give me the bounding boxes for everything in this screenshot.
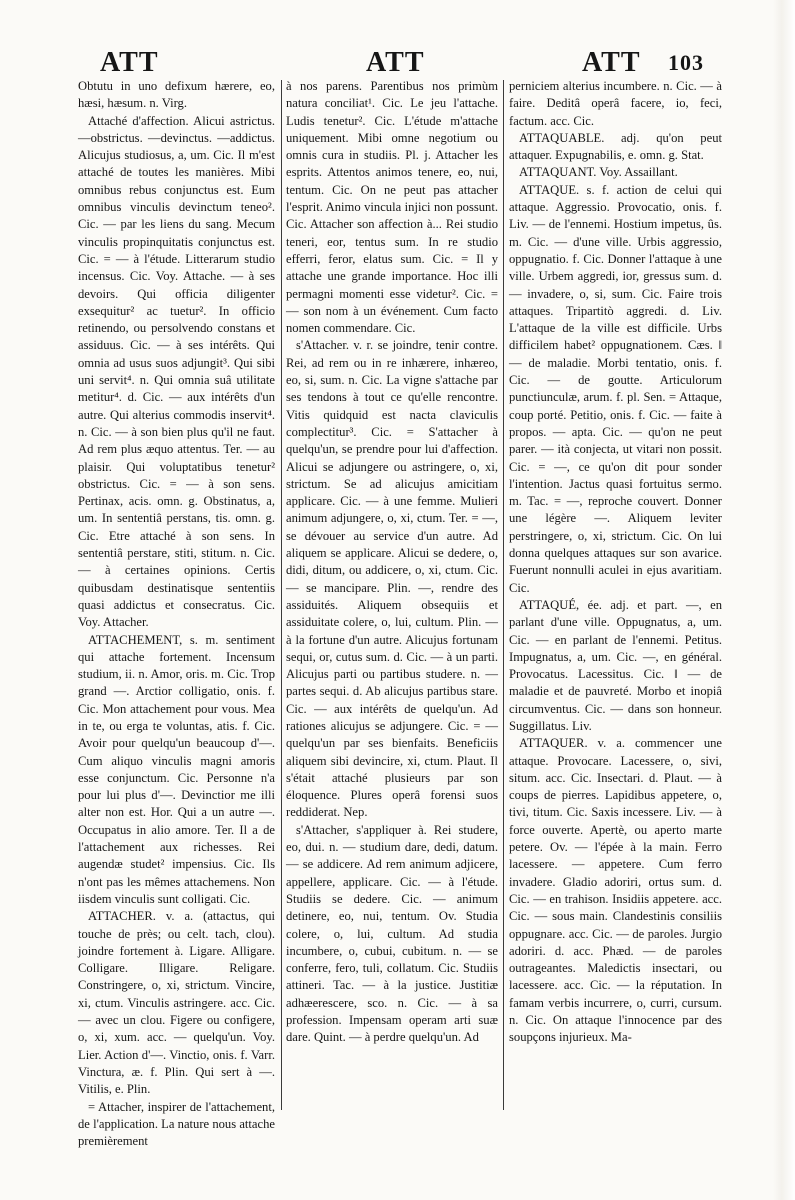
column-middle (286, 78, 498, 1108)
page-number: 103 (668, 50, 704, 75)
entry-attache: Attaché d'affection. Alicui astrictus. —obstrictus. —devinctus. —addictus. Alicujus studiosus, a, um. Cic. Il m'est attaché de toutes les manières. Mibi omnibus rebus conjunctus est. Eum omnibus vinculis devinctum teneo². Cic. — par les liens du sang. Mecum vinculis propinquitatis conjunctus est. Cic. = — à l'étude. Litterarum studio incensus. Cic. Voy. Attache. — à ses devoirs. Qui officia diligenter exsequitur² ac tuetur². In officio retinendo, ou persolvendo constans et assiduus. Cic. — à ses intérêts. Qui omnia ad usus suos adjungit³. Qui sibi uni servit⁴. n. Qui omnia suâ utilitate metitur⁴. d. Cic. — aux intérêts d'un autre. Qui alterius commodis inservit⁴. n. Cic. — à son bien plus qu'il ne faut. Ad rem plus æquo attentus. Ter. — au plaisir. Qui voluptatibus tenetur² obstrictus. Cic. = — à son sens. Pertinax, acis. omn. g. Obstinatus, a, um. In sententiâ perstans, tis. omn. g. Cic. Etre attaché à son sens. In sententiâ perstare, stiti, stitum. n. Cic. — à certaines opinions. Certis quibusdam destinatisque sententiis quasi addictus et consecratus. Cic. Voy. Attacher. (78, 113, 275, 630)
entry-s-attacher-appliquer: s'Attacher, s'appliquer à. Rei studere, eo, dui. n. — studium dare, dedi, datum. — se addicere. Ad rem animum adjicere, appellere, applicare. Cic. — à l'étude. Studiis se dedere. Cic. — animum detinere, eo, nui, tentum. Ov. Studia colere, o, lui, cultum. Ad studia incumbere, o, cubui, cubitum. n. — se conferre, fero, tuli, collatum. Cic. Studiis attineri. Tac. — à la justice. Justitiæ adhæerescere, sco. n. Cic. — à sa profession. Impensam operam arti suæ dare. Quint. — à perdre quelqu'un. Ad (286, 822, 498, 1045)
entry-attacher: ATTACHER. v. a. (attactus, qui touche de près; ou celt. tach, clou). joindre fortement à. Ligare. Alligare. Colligare. Illigare. Religare. Constringere, o, xi, strictum. Vincire, xi, ctum. Vinculis astringere. acc. Cic. — avec un clou. Figere ou configere, o, xi, xum. acc. — quelqu'un. Voy. Lier. Action d'—. Vinctio, onis. f. Varr. Vinctura, æ. f. Plin. Qui sert à —. Vitilis, e. Plin. (78, 909, 275, 1097)
running-head-right: ATT (582, 47, 641, 78)
entry-continuation: Obtutu in uno defixum hærere, eo, hæsi, hæsum. n. Virg. (78, 79, 275, 111)
column-rule-right (503, 80, 504, 1110)
column-left (78, 78, 275, 1149)
entry-attaquable: ATTAQUABLE. adj. qu'on peut attaquer. Expugnabilis, e. omn. g. Stat. (509, 130, 722, 163)
column-rule-left (281, 80, 282, 1110)
entry-attaquer: ATTAQUER. v. a. commencer une attaque. Provocare. Lacessere, o, sivi, situm. acc. Cic. Insectari. d. Plaut. — à coups de pierres. Lapidibus appetere, o, tivi, titum. Cic. Saxis incessere. Liv. — à force ouverte. Apertè, ou aperto marte petere. Ov. — l'épée à la main. Ferro lacessere. — appetere. Cum ferro invadere. Gladio adoriri, ortus sum. d. Cic. — en trahison. Insidiis appetere. acc. Cic. — sous main. Clandestinis consiliis oppugnare. acc. Cic. — de paroles. Jurgio adoriri. d. acc. Phæd. — de paroles outrageantes. Maledictis insectari, ou lacessere. acc. Cic. — la réputation. In famam verbis incurrere, o, curri, cursum. n. Cic. On attaque l'innocence par des soupçons injurieux. Ma- (509, 736, 722, 1045)
entry-attacher-inspirer: = Attacher, inspirer de l'attachement, de l'application. La nature nous attache premièrement (78, 1099, 275, 1149)
column-right (509, 78, 722, 1108)
entry-s-attacher-joindre: s'Attacher. v. r. se joindre, tenir contre. Rei, ad rem ou in re inhærere, inhæreo, eo, si, sum. n. Cic. La vigne s'attache par ses tendons à tout ce qu'elle rencontre. Vitis quidquid est nacta claviculis complectitur³. Cic. = S'attacher à quelqu'un, se prendre pour lui d'affection. Alicui se adjungere ou astringere, o, xi, strictum. Se ad alicujus amicitiam applicare. Cic. — à une femme. Mulieri animum adjungere, o, xi, ctum. Ter. = —, se dévouer au service d'un autre. Ad aliquem se applicare. Alicui se dedere, o, didi, ditum, ou addicere, o, xi, ctum. Cic. — se mancipare. Plin. —, rendre des assiduités. Aliquem obsequiis et assiduitate colere, o, lui, cultum. Plin. — à la fortune d'un autre. Alicujus fortunam sequi, or, cutus sum. d. Cic. — à un parti. Alicujus parti ou partibus studere. n. — partes sequi. d. Ab alicujus partibus stare. Cic. — aux intérêts de quelqu'un. Ad rationes alicujus se adjungere. Cic. = — quelqu'un par ses bienfaits. Beneficiis aliquem sibi devincire, xi, ctum. Plaut. Il s'était attaché plusieurs par son éloquence. Plures operâ forensi suos reddiderat. Nep. (286, 338, 498, 820)
running-head-left: ATT (100, 47, 159, 78)
entry-continuation: perniciem alterius incumbere. n. Cic. — à faire. Deditâ operâ facere, io, feci, factum. acc. Cic. (509, 79, 722, 128)
entry-attaque-adj: ATTAQUÉ, ée. adj. et part. —, en parlant d'une ville. Oppugnatus, a, um. Cic. — en parlant de l'ennemi. Petitus. Impugnatus, a, um. Cic. —, en général. Provocatus. Lacessitus. Cic. ‖ — de maladie et de pauvreté. Morbo et inopiâ circumventus. Cic. — dans son honneur. Suggillatus. Liv. (509, 597, 722, 733)
entry-attaquant: ATTAQUANT. Voy. Assaillant. (519, 165, 678, 180)
entry-continuation: à nos parens. Parentibus nos primùm natura conciliat¹. Cic. Le jeu l'attache. Ludis tenetur². Cic. L'étude m'attache uniquement. Mibi omne negotium ou omnis cura in studiis. Pl. j. Attacher les esprits. Attentos animos tenere, eo, nui, tentum. Cic. On ne peut pas attacher l'esprit. Animo vincula injici non possunt. Cic. Attacher son affection à... Rei studio teneri, eor, tentus sum. In re studio efferri, feror, elatus sum. Cic. = Il y attache une grande importance. Hoc illi permagni momenti esse videtur². Cic. = — son nom à un événement. Cum facto nomen commendare. Cic. (286, 79, 498, 336)
entry-attachement: ATTACHEMENT, s. m. sentiment qui attache fortement. Incensum studium, ii. n. Amor, oris. m. Cic. Trop grand —. Arctior colligatio, onis. f. Cic. Mon attachement pour vous. Mea in te, ou erga te voluntas, atis. f. Cic. Avoir pour quelqu'un beaucoup d'—. Cum aliquo vinculis magni amoris esse conjunctum. Cic. Personne n'a pour lui plus d'—. Devinctior me illi alter non est. Hor. Qui a un autre —. Occupatus in alio amore. Ter. Il a de l'attachement aux richesses. Rei augendæ studet² impensius. Cic. Ils n'ont pas les mêmes attachemens. Non iisdem vinculis sunt colligati. Cic. (78, 632, 275, 906)
running-head (70, 46, 720, 80)
page-edge-shadow (773, 0, 795, 1200)
entry-attaque: ATTAQUE. s. f. action de celui qui attaque. Aggressio. Provocatio, onis. f. Liv. — de l'ennemi. Hostium impetus, ûs. m. Cic. — d'une ville. Urbis aggressio, oppugnatio. f. Cic. Donner l'attaque à une ville. Urbem aggredi, ior, gressus sum. d. — invadere, o, si, sum. Cic. Faire trois attaques. Tripartitò aggredi. d. Liv. L'attaque de la ville est difficile. Urbs difficilem habet² oppugnationem. Cæs. ‖ — de maladie. Morbi tentatio, onis. f. Cic. — de goutte. Articulorum punctiunculæ, arum. f. pl. Sen. = Attaque, coup porté. Petitio, onis. f. Cic. — faite à propos. — apta. Cic. — qu'on ne peut parer. — ità conjecta, ut vitari non possit. Cic. = —, ce qu'on dit pour sonder l'intention. Jactus quasi fortuitus sermo. m. Tac. = —, reproche couvert. Donner une légère —. Aliquem leviter perstringere, o, xi, strictum. Cic. On lui donna quelques attaques sur son avarice. Fuerunt nonnulli aculei in ejus avaritiam. Cic. (509, 182, 722, 595)
running-head-middle: ATT (366, 47, 425, 78)
